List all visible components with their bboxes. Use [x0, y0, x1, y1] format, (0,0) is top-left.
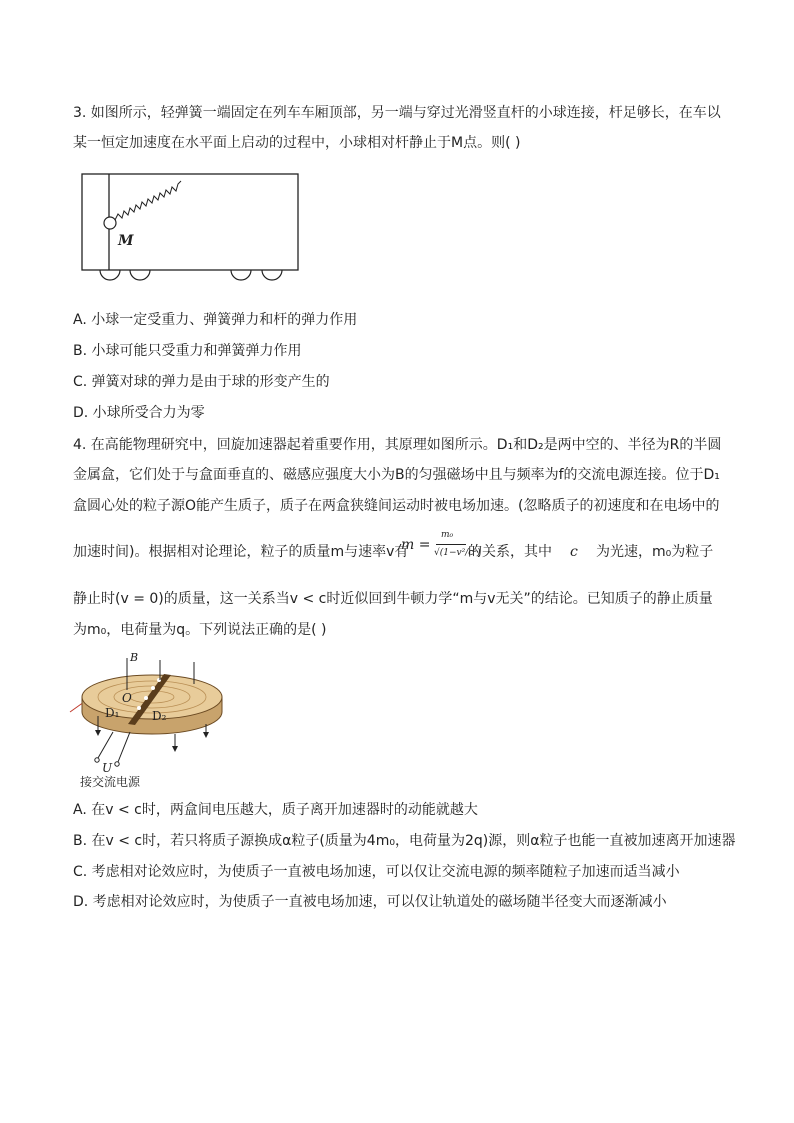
q4-stem-line6: 为m₀，电荷量为q。下列说法正确的是( ) [73, 622, 327, 638]
q4-stem-line4e: 为光速，m₀为粒子 [596, 544, 714, 560]
caption-ac-source: 接交流电源 [80, 775, 141, 789]
q4-stem-line3: 盒圆心处的粒子源O能产生质子，质子在两盒狭缝间运动时被电场加速。(忽略质子的初速度和在电场中的 [73, 498, 720, 514]
q4-option-d: D. 考虑相对论效应时，为使质子一直被电场加速，可以仅让轨道处的磁场随半径变大而逐渐减小 [73, 894, 667, 910]
label-u: U [102, 761, 113, 775]
q3-option-c: C. 弹簧对球的弹力是由于球的形变产生的 [73, 374, 330, 390]
wheel [262, 270, 282, 280]
q4-stem-line4c: 的关系，其中 [468, 544, 552, 560]
cyclotron-figure [68, 650, 228, 792]
formula-numerator: m₀ [441, 530, 454, 540]
q4-stem-line4a: 加速时间)。根据相对论理论，粒子的质量m与速率v有 [73, 544, 409, 560]
point-m-label: M [118, 233, 134, 249]
ball [104, 217, 116, 229]
wheel [231, 270, 251, 280]
spring [115, 181, 181, 220]
label-o: O [122, 691, 132, 705]
wheel [100, 270, 120, 280]
formula-denominator: √(1−v²/c²) [434, 548, 481, 558]
q3-stem-line2: 某一恒定加速度在水平面上启动的过程中，小球相对杆静止于M点。则( ) [73, 135, 521, 151]
q4-stem-line2: 金属盒，它们处于与盒面垂直的、磁感应强度大小为B的匀强磁场中且与频率为f的交流电源连接。位于D₁ [73, 467, 720, 483]
q3-option-d: D. 小球所受合力为零 [73, 405, 205, 421]
wheel [130, 270, 150, 280]
q3-option-b: B. 小球可能只受重力和弹簧弹力作用 [73, 343, 302, 359]
speed-of-light-symbol: c [570, 544, 578, 560]
label-d2: D₂ [152, 709, 167, 723]
train-car-figure [78, 170, 304, 290]
label-d1: D₁ [105, 706, 120, 720]
label-b: B [130, 651, 139, 664]
q4-option-b: B. 在v < c时，若只将质子源换成α粒子(质量为4m₀，电荷量为2q)源，则α粒子也能一直被加速离开加速器 [73, 833, 736, 849]
formula-mass: m = [401, 537, 431, 553]
fraction-bar [436, 544, 466, 545]
q4-stem-line1: 4. 在高能物理研究中，回旋加速器起着重要作用，其原理如图所示。D₁和D₂是两中空的、半径为R的半圆 [73, 437, 722, 453]
q4-option-c: C. 考虑相对论效应时，为使质子一直被电场加速，可以仅让交流电源的频率随粒子加速而适当减小 [73, 864, 680, 880]
q3-stem-line1: 3. 如图所示，轻弹簧一端固定在列车车厢顶部，另一端与穿过光滑竖直杆的小球连接，杆足够长，在车以 [73, 105, 721, 121]
q4-option-a: A. 在v < c时，两盒间电压越大，质子离开加速器时的动能就越大 [73, 802, 478, 818]
q3-option-a: A. 小球一定受重力、弹簧弹力和杆的弹力作用 [73, 312, 358, 328]
q4-stem-line5: 静止时(v = 0)的质量，这一关系当v < c时近似回到牛顿力学“m与v无关”的结论。已知质子的静止质量 [73, 591, 713, 607]
